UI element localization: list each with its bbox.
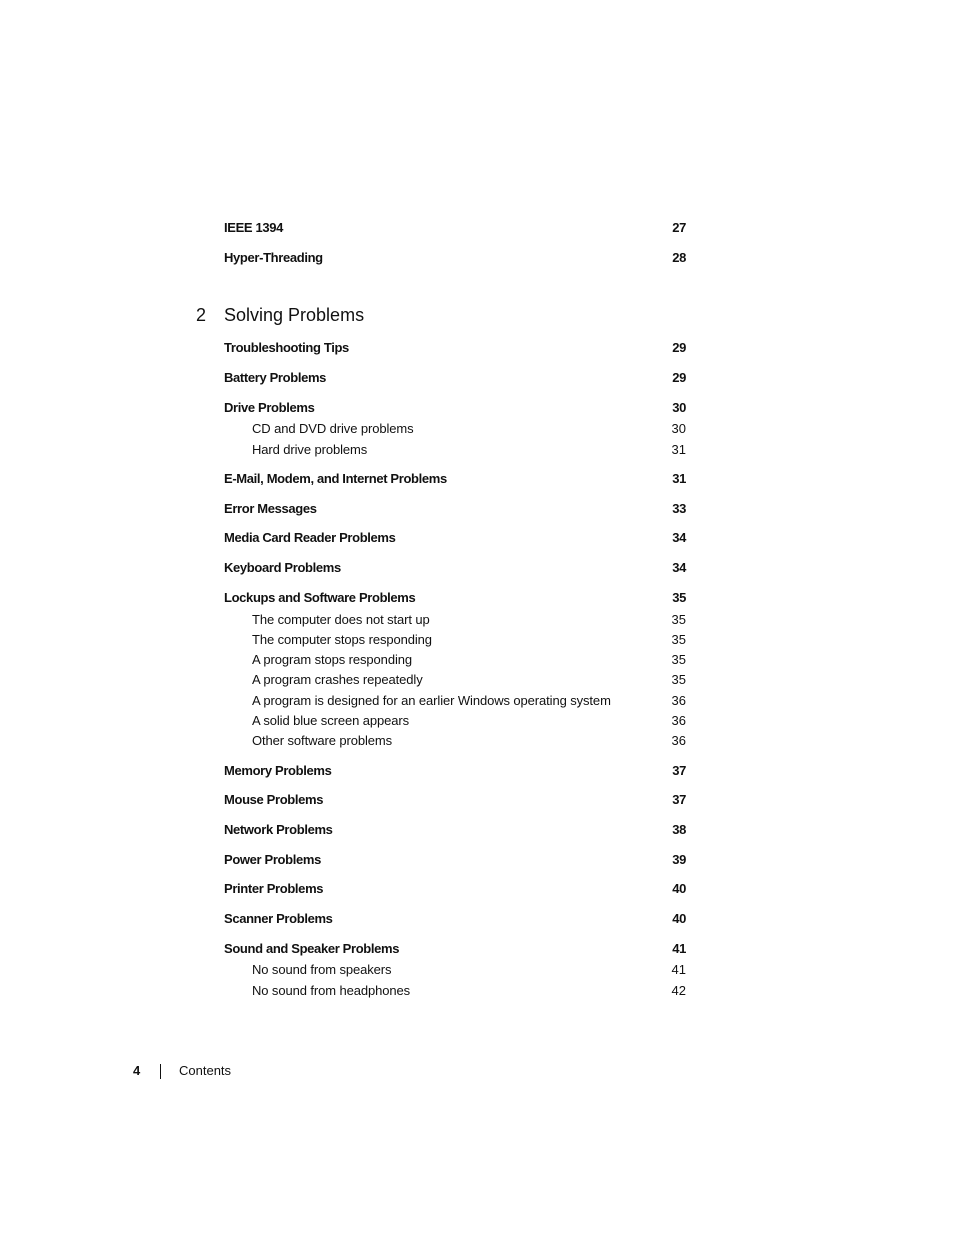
footer-page-number: 4 <box>133 1063 141 1078</box>
toc-subentry[interactable] <box>252 420 686 438</box>
toc-subentry[interactable] <box>252 692 686 710</box>
toc-entry[interactable] <box>224 589 686 607</box>
toc-entry-page: 41 <box>672 941 686 956</box>
toc-subentry-page: 35 <box>671 652 686 667</box>
footer-separator <box>160 1064 161 1079</box>
chapter-heading <box>196 303 364 327</box>
toc-subentry-page: 36 <box>671 693 686 708</box>
toc-entry-label: Error Messages <box>224 501 317 516</box>
toc-entry-page: 37 <box>672 763 686 778</box>
toc-entry-label: E-Mail, Modem, and Internet Problems <box>224 471 447 486</box>
toc-subentry-page: 35 <box>671 672 686 687</box>
toc-subentry[interactable] <box>252 732 686 750</box>
toc-entry-page: 40 <box>672 911 686 926</box>
toc-subentry-label: The computer stops responding <box>252 632 432 647</box>
toc-entry-label: Power Problems <box>224 852 321 867</box>
toc-entry[interactable] <box>224 339 686 357</box>
toc-subentry-label: No sound from speakers <box>252 962 392 977</box>
toc-entry-label: Lockups and Software Problems <box>224 590 416 605</box>
toc-entry-label: Memory Problems <box>224 763 332 778</box>
toc-entry[interactable] <box>224 940 686 958</box>
toc-entry-label: Battery Problems <box>224 370 327 385</box>
toc-entry-label: Troubleshooting Tips <box>224 340 349 355</box>
toc-entry-label: Hyper-Threading <box>224 250 323 265</box>
toc-entry-label: Sound and Speaker Problems <box>224 941 400 956</box>
toc-entry-page: 33 <box>672 501 686 516</box>
toc-entry-page: 27 <box>672 220 686 235</box>
toc-entry-page: 31 <box>672 471 686 486</box>
toc-subentry[interactable] <box>252 651 686 669</box>
toc-entry-label: Media Card Reader Problems <box>224 530 396 545</box>
toc-subentry-label: A program crashes repeatedly <box>252 672 423 687</box>
toc-entry-page: 29 <box>672 370 686 385</box>
toc-subentry-label: Hard drive problems <box>252 442 368 457</box>
toc-entry-label: Scanner Problems <box>224 911 333 926</box>
toc-subentry[interactable] <box>252 961 686 979</box>
toc-entry[interactable] <box>224 529 686 547</box>
toc-entry-label: Mouse Problems <box>224 792 324 807</box>
toc-entry-page: 30 <box>672 400 686 415</box>
toc-entry[interactable] <box>224 399 686 417</box>
toc-subentry-page: 36 <box>671 713 686 728</box>
toc-subentry-page: 42 <box>671 983 686 998</box>
toc-subentry-page: 35 <box>671 632 686 647</box>
toc-subentry-label: The computer does not start up <box>252 612 430 627</box>
toc-entry-page: 29 <box>672 340 686 355</box>
toc-entry-page: 37 <box>672 792 686 807</box>
toc-entry[interactable] <box>224 470 686 488</box>
toc-subentry-page: 41 <box>671 962 686 977</box>
toc-entry[interactable] <box>224 369 686 387</box>
toc-entry[interactable] <box>224 762 686 780</box>
footer-section-title: Contents <box>179 1063 232 1078</box>
toc-entry[interactable] <box>224 880 686 898</box>
toc-entry-label: Printer Problems <box>224 881 324 896</box>
chapter-title: Solving Problems <box>224 305 365 325</box>
toc-subentry-page: 36 <box>671 733 686 748</box>
chapter-number: 2 <box>196 305 207 325</box>
toc-entry[interactable] <box>224 851 686 869</box>
toc-entry-page: 40 <box>672 881 686 896</box>
toc-entry[interactable] <box>224 500 686 518</box>
toc-entry-label: Drive Problems <box>224 400 315 415</box>
toc-entry-page: 35 <box>672 590 686 605</box>
toc-entry-page: 28 <box>672 250 686 265</box>
toc-subentry-page: 31 <box>671 442 686 457</box>
toc-entry[interactable] <box>224 791 686 809</box>
toc-entry[interactable] <box>224 559 686 577</box>
toc-entry-page: 34 <box>672 560 686 575</box>
toc-subentry-label: CD and DVD drive problems <box>252 421 414 436</box>
toc-entry[interactable] <box>224 821 686 839</box>
toc-subentry[interactable] <box>252 631 686 649</box>
toc-subentry[interactable] <box>252 441 686 459</box>
toc-subentry-label: No sound from headphones <box>252 983 411 998</box>
toc-subentry-label: Other software problems <box>252 733 393 748</box>
toc-subentry[interactable] <box>252 611 686 629</box>
toc-subentry-page: 30 <box>671 421 686 436</box>
toc-entry-page: 34 <box>672 530 686 545</box>
toc-entry[interactable] <box>224 249 686 267</box>
toc-subentry-label: A program stops responding <box>252 652 412 667</box>
toc-entry-label: Network Problems <box>224 822 333 837</box>
toc-subentry[interactable] <box>252 982 686 1000</box>
toc-subentry-label: A program is designed for an earlier Windows operating system <box>252 693 611 708</box>
toc-entry[interactable] <box>224 910 686 928</box>
toc-entry[interactable] <box>224 219 686 237</box>
toc-subentry-label: A solid blue screen appears <box>252 713 410 728</box>
toc-subentry-page: 35 <box>671 612 686 627</box>
toc-entry-label: IEEE 1394 <box>224 220 284 235</box>
toc-entry-page: 38 <box>672 822 686 837</box>
toc-subentry[interactable] <box>252 671 686 689</box>
toc-subentry[interactable] <box>252 712 686 730</box>
toc-entry-page: 39 <box>672 852 686 867</box>
toc-entry-label: Keyboard Problems <box>224 560 341 575</box>
